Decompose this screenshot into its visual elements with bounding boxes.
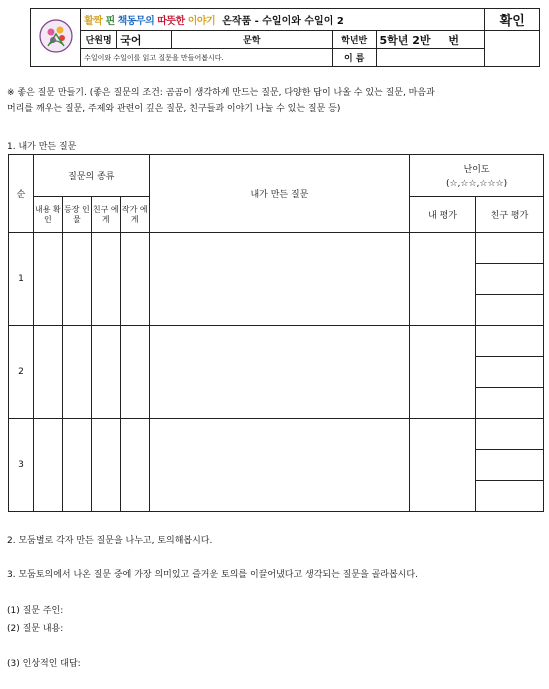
friend-eval-slot[interactable] — [476, 481, 543, 511]
title-decorative: 활짝 핀 책동무의 따뜻한 이야기 — [84, 16, 216, 27]
friend-eval-slot[interactable] — [476, 326, 543, 357]
row-number: 2 — [9, 326, 34, 419]
type-to-author: 작가 에게 — [120, 197, 149, 233]
type-to-friend: 친구 에게 — [91, 197, 120, 233]
type-cell[interactable] — [120, 419, 149, 512]
friend-eval-slot[interactable] — [476, 419, 543, 450]
unit-label: 단원명 — [81, 31, 117, 49]
class-value: 5학년 2반 번 — [376, 31, 485, 49]
name-field[interactable] — [376, 49, 485, 67]
name-label: 이 름 — [332, 49, 376, 67]
self-eval-cell[interactable] — [410, 233, 476, 326]
confirm-box[interactable] — [485, 31, 540, 67]
col-difficulty-header: 난이도 (☆,☆☆,☆☆☆) — [410, 155, 544, 197]
friend-eval-slot[interactable] — [476, 388, 543, 418]
intro-line-2: 머리를 깨우는 질문, 주제와 관련이 깊은 질문, 친구들과 이야기 나눌 수 있는 질문 등) — [7, 104, 341, 114]
friend-eval-slot[interactable] — [476, 450, 543, 481]
friend-eval-slot[interactable] — [476, 233, 543, 264]
type-content-check: 내용 확인 — [33, 197, 62, 233]
intro-line-1: ※ 좋은 질문 만들기. (좋은 질문의 조건: 곰곰이 생각하게 만드는 질문, 다양한 답이 나올 수 있는 질문, 마음과 — [7, 88, 435, 98]
friend-eval-slot[interactable] — [476, 264, 543, 295]
flower-logo-icon — [38, 18, 74, 54]
type-cell[interactable] — [33, 419, 62, 512]
impressive-answer-label: (3) 인상적인 대답: — [7, 659, 81, 669]
self-eval-cell[interactable] — [410, 326, 476, 419]
question-content-label: (2) 질문 내용: — [7, 624, 64, 634]
worksheet-header — [30, 8, 540, 67]
section-3-text: 3. 모둠토의에서 나온 질문 중에 가장 의미있고 즐거운 토의를 이끌어냈다고 생각되는 질문을 골라봅시다. — [7, 570, 418, 580]
question-cell[interactable] — [149, 419, 409, 512]
question-cell[interactable] — [149, 326, 409, 419]
type-cell[interactable] — [120, 326, 149, 419]
section-1-heading: 1. 내가 만든 질문 — [7, 142, 77, 152]
type-cell[interactable] — [62, 419, 91, 512]
type-cell[interactable] — [91, 419, 120, 512]
self-eval-cell[interactable] — [410, 419, 476, 512]
col-friend-eval: 친구 평가 — [476, 197, 544, 233]
type-cell[interactable] — [91, 233, 120, 326]
row-number: 1 — [9, 233, 34, 326]
question-cell[interactable] — [149, 233, 409, 326]
col-self-eval: 내 평가 — [410, 197, 476, 233]
col-type-header: 질문의 종류 — [33, 155, 149, 197]
friend-eval-slot[interactable] — [476, 357, 543, 388]
section-2-text: 2. 모둠별로 각자 만든 질문을 나누고, 토의해봅시다. — [7, 536, 213, 546]
type-cell[interactable] — [33, 233, 62, 326]
type-cell[interactable] — [91, 326, 120, 419]
col-no-header: 순 — [9, 155, 34, 233]
friend-eval-slot[interactable] — [476, 295, 543, 325]
row-number: 3 — [9, 419, 34, 512]
subject-value: 국어 — [117, 31, 171, 49]
class-label: 학년반 — [332, 31, 376, 49]
type-cell[interactable] — [33, 326, 62, 419]
table-row — [9, 326, 544, 419]
friend-eval-cell — [476, 419, 544, 512]
type-cell[interactable] — [120, 233, 149, 326]
worksheet-title — [81, 9, 485, 31]
type-cell[interactable] — [62, 233, 91, 326]
table-row — [9, 419, 544, 512]
question-owner-label: (1) 질문 주인: — [7, 606, 64, 616]
question-table — [8, 154, 544, 512]
friend-eval-cell — [476, 233, 544, 326]
confirm-label: 확인 — [485, 9, 540, 31]
friend-eval-cell — [476, 326, 544, 419]
title-text: 온작품 - 수일이와 수일이 2 — [222, 16, 344, 27]
school-logo — [31, 9, 81, 67]
difficulty-stars: (☆,☆☆,☆☆☆) — [445, 179, 508, 189]
type-character: 등장 인물 — [62, 197, 91, 233]
table-row — [9, 233, 544, 326]
col-question-header: 내가 만든 질문 — [149, 155, 409, 233]
type-cell[interactable] — [62, 326, 91, 419]
instruction-text: 수일이와 수일이를 읽고 질문을 만들어봅시다. — [81, 49, 333, 67]
domain-value: 문학 — [171, 31, 332, 49]
